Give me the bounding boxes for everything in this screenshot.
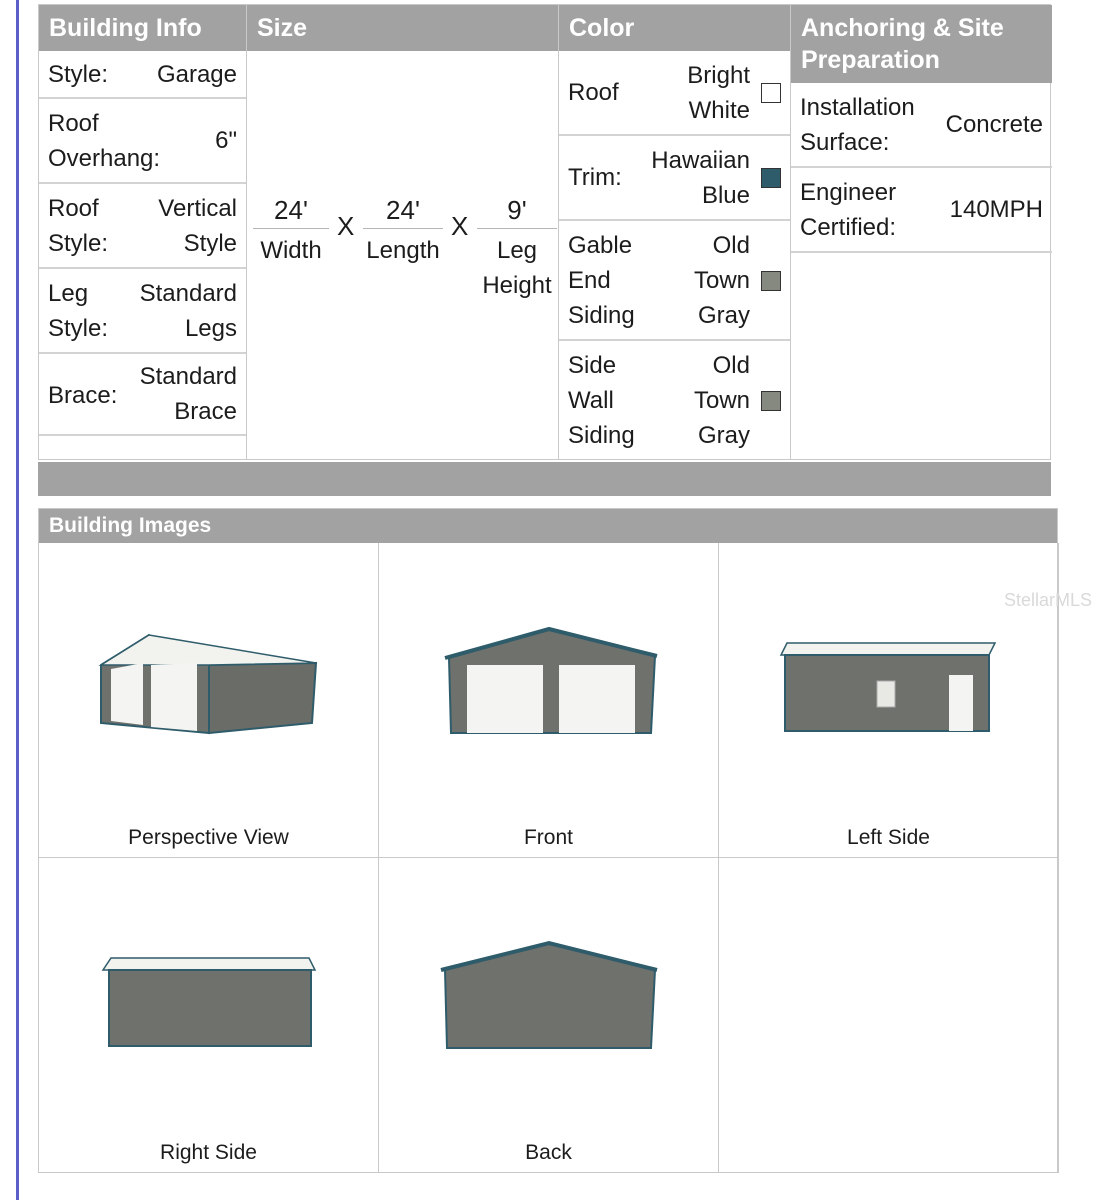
trim-color-label: Trim: xyxy=(568,164,622,191)
roof-color-swatch xyxy=(761,83,781,103)
roof-color-row xyxy=(559,51,790,136)
front-building-icon xyxy=(379,543,719,858)
trim-color-row xyxy=(559,136,790,221)
roof-overhang-label: Roof Overhang: xyxy=(48,110,161,172)
style-value: Garage xyxy=(156,61,237,88)
perspective-view-caption: Perspective View xyxy=(128,826,289,849)
building-spec-table xyxy=(38,4,1051,460)
right-side-building-icon xyxy=(39,858,379,1173)
size-dimensions xyxy=(247,195,558,305)
size-column xyxy=(247,5,559,459)
back-view-cell[interactable] xyxy=(379,858,719,1173)
perspective-building-icon xyxy=(39,543,379,858)
leg-style-row xyxy=(39,269,246,354)
style-row xyxy=(39,51,246,99)
gable-end-siding-swatch xyxy=(761,271,781,291)
installation-surface-label: Installation Surface: xyxy=(800,94,915,156)
gable-end-siding-row xyxy=(559,221,790,341)
left-side-view-caption: Left Side xyxy=(847,826,930,849)
engineer-certified-label: Engineer Certified: xyxy=(800,179,897,241)
back-building-icon xyxy=(379,858,719,1173)
width-dimension xyxy=(253,195,329,268)
roof-overhang-value: 6" xyxy=(215,127,237,154)
leg-style-value: Standard Legs xyxy=(139,280,237,342)
roof-color-label: Roof xyxy=(568,79,619,106)
side-wall-siding-value: Old Town Gray xyxy=(693,352,750,449)
roof-style-label: Roof Style: xyxy=(48,195,109,257)
width-caption: Width xyxy=(260,237,322,264)
roof-overhang-row xyxy=(39,99,246,184)
front-view-cell[interactable] xyxy=(379,543,719,858)
brace-row xyxy=(39,354,246,436)
installation-surface-value: Concrete xyxy=(945,111,1043,138)
back-view-caption: Back xyxy=(525,1141,572,1164)
height-value: 9' xyxy=(477,195,557,229)
section-divider-bar xyxy=(38,462,1051,496)
color-column xyxy=(559,5,791,459)
side-wall-siding-row xyxy=(559,341,790,461)
building-info-column xyxy=(39,5,247,459)
side-wall-siding-label: Side Wall Siding xyxy=(568,352,635,449)
roof-style-row xyxy=(39,184,246,269)
side-wall-siding-swatch xyxy=(761,391,781,411)
length-caption: Length xyxy=(366,237,440,264)
building-images-header: Building Images xyxy=(39,509,1057,543)
anchoring-header: Anchoring & Site Preparation xyxy=(791,5,1052,83)
front-view-caption: Front xyxy=(523,826,573,849)
length-value: 24' xyxy=(363,195,443,229)
engineer-certified-value: 140MPH xyxy=(949,196,1043,223)
color-header: Color xyxy=(559,5,790,51)
size-header: Size xyxy=(247,5,558,51)
empty-image-cell xyxy=(719,858,1059,1173)
building-info-header: Building Info xyxy=(39,5,246,51)
left-accent-rule xyxy=(16,0,19,1200)
dimension-separator: X xyxy=(337,211,355,241)
length-dimension xyxy=(363,195,443,268)
gable-end-siding-value: Old Town Gray xyxy=(693,232,750,329)
building-images-table xyxy=(38,508,1058,1173)
brace-label: Brace: xyxy=(48,382,118,409)
roof-color-value: Bright White xyxy=(687,62,750,124)
trim-color-swatch xyxy=(761,168,781,188)
gable-end-siding-label: Gable End Siding xyxy=(568,232,635,329)
width-value: 24' xyxy=(253,195,329,229)
right-side-view-cell[interactable] xyxy=(39,858,379,1173)
perspective-view-cell[interactable] xyxy=(39,543,379,858)
height-dimension xyxy=(477,195,557,303)
leg-style-label: Leg Style: xyxy=(48,280,109,342)
installation-surface-row xyxy=(791,83,1052,168)
height-caption: Leg Height xyxy=(482,237,552,299)
trim-color-value: Hawaiian Blue xyxy=(651,147,750,209)
roof-style-value: Vertical Style xyxy=(158,195,237,257)
brace-value: Standard Brace xyxy=(139,363,237,425)
dimension-separator: X xyxy=(451,211,469,241)
style-label: Style: xyxy=(48,61,109,88)
anchoring-column xyxy=(791,5,1052,459)
engineer-certified-row xyxy=(791,168,1052,253)
right-side-view-caption: Right Side xyxy=(160,1141,257,1164)
watermark: StellarMLS xyxy=(1004,590,1093,610)
